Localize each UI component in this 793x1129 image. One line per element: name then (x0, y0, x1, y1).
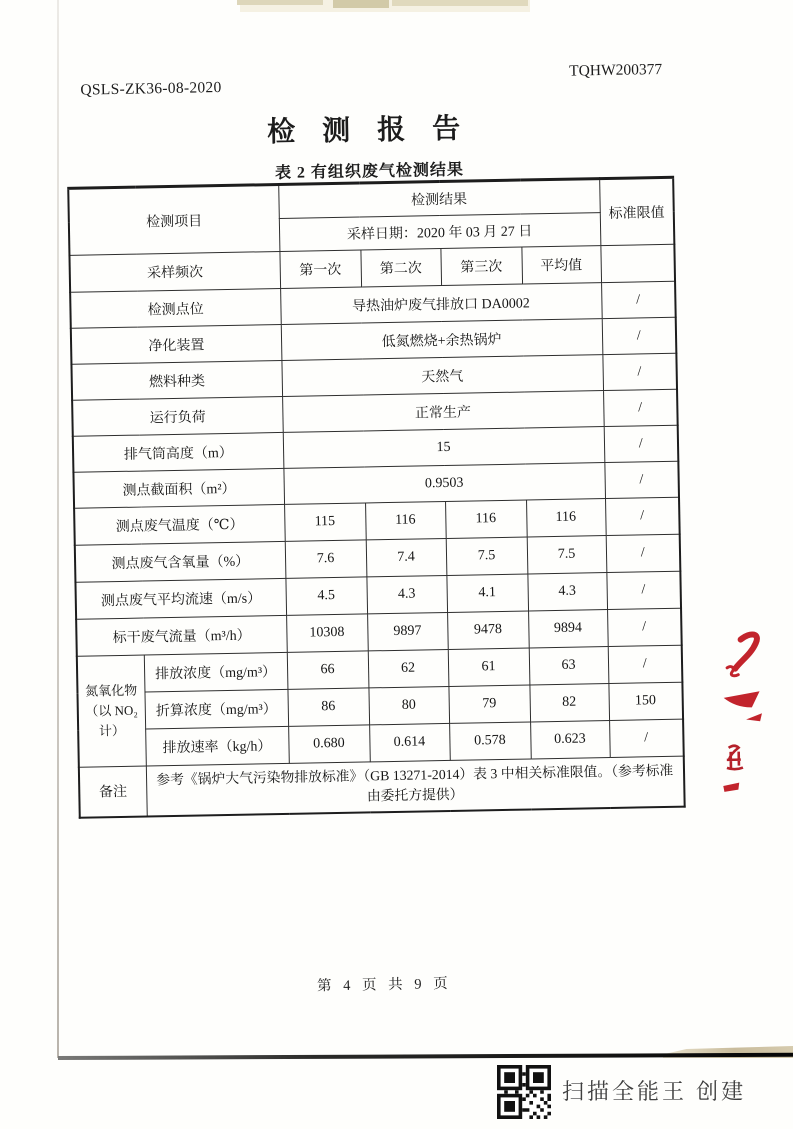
nox-group-label: 氮氧化物（以 NO₂ 计） (77, 655, 146, 767)
limit-cell: / (607, 608, 682, 646)
limit-cell: / (601, 281, 676, 318)
row-label: 燃料种类 (71, 360, 282, 400)
data-cell: 7.4 (366, 538, 447, 576)
red-stamp-fragment (710, 627, 783, 808)
remark-label: 备注 (79, 766, 147, 817)
data-cell: 4.1 (446, 574, 528, 612)
data-cell: 9897 (367, 612, 448, 650)
data-cell: 9894 (528, 610, 608, 648)
limit-cell: / (604, 461, 679, 498)
scanner-watermark-text: 扫描全能王 创建 (562, 1079, 747, 1104)
data-cell: 116 (365, 501, 446, 539)
data-cell: 116 (526, 499, 606, 537)
data-cell: 80 (368, 686, 449, 724)
document-code-right: TQHW200377 (569, 60, 663, 80)
limit-cell: / (602, 317, 677, 354)
data-cell: 61 (448, 648, 530, 686)
table-row (79, 756, 685, 817)
row-label: 排放浓度（mg/m³） (144, 652, 288, 692)
qr-code (497, 1065, 551, 1119)
row-label: 运行负荷 (72, 396, 283, 436)
row-label: 排放速率（kg/h） (145, 726, 289, 766)
limit-cell: / (603, 389, 678, 426)
header-result-col: 检测结果 (278, 179, 600, 219)
data-cell: 9478 (447, 611, 529, 649)
limit-cell: / (609, 719, 684, 757)
row-label: 采样频次 (69, 251, 280, 292)
header-item-col: 检测项目 (68, 184, 279, 255)
data-cell: 7.5 (446, 537, 528, 575)
row-label: 测点废气温度（℃） (74, 504, 285, 545)
data-cell: 0.623 (530, 721, 610, 759)
page-number: 第 4 页 共 9 页 (316, 975, 452, 995)
table-caption: 表 2 有组织废气检测结果 (274, 161, 465, 183)
row-label: 测点截面积（m²） (73, 468, 284, 508)
row-value: 导热油炉废气排放口 DA0002 (280, 283, 602, 325)
limit-cell (600, 244, 675, 282)
row-value: 正常生产 (282, 391, 604, 433)
row-label: 测点废气平均流速（m/s） (75, 578, 286, 619)
row-label: 检测点位 (70, 288, 281, 328)
row-label: 测点废气含氧量（%） (75, 541, 286, 582)
freq-col: 第一次 (279, 250, 361, 288)
row-label: 排气筒高度（m） (73, 432, 284, 472)
limit-cell: / (608, 645, 683, 683)
freq-col: 平均值 (521, 246, 601, 284)
data-cell: 115 (284, 503, 366, 541)
row-label: 折算浓度（mg/m³） (144, 689, 288, 729)
limit-cell: / (602, 353, 677, 390)
limit-cell: 150 (608, 682, 683, 720)
row-value: 15 (283, 427, 605, 469)
data-cell: 66 (287, 651, 369, 689)
results-table (67, 176, 685, 819)
header-limit-col: 标准限值 (599, 177, 674, 245)
data-cell: 4.3 (366, 575, 447, 613)
data-cell: 4.3 (527, 573, 607, 611)
row-value: 低氮燃烧+余热锅炉 (281, 319, 603, 361)
data-cell: 82 (529, 684, 609, 722)
row-label: 净化装置 (71, 324, 282, 364)
row-value: 天然气 (281, 355, 603, 397)
data-cell: 0.614 (369, 723, 450, 761)
data-cell: 63 (529, 647, 609, 685)
data-cell: 0.680 (288, 725, 370, 763)
page-title: 检 测 报 告 (266, 113, 471, 149)
data-cell: 62 (368, 649, 449, 687)
document-code-left: QSLS-ZK36-08-2020 (80, 79, 222, 99)
remark-text: 参考《锅炉大气污染物排放标准》（GB 13271-2014）表 3 中相关标准限值。（参考标准由委托方提供） (146, 756, 685, 816)
freq-col: 第二次 (360, 249, 441, 287)
data-cell: 10308 (286, 614, 368, 652)
row-value: 0.9503 (283, 463, 605, 505)
data-cell: 0.578 (449, 722, 531, 760)
data-cell: 7.6 (285, 540, 367, 578)
limit-cell: / (606, 534, 681, 572)
row-label: 标干废气流量（m³/h） (76, 615, 287, 656)
freq-col: 第三次 (440, 247, 522, 285)
limit-cell: / (606, 571, 681, 609)
data-cell: 4.5 (285, 577, 367, 615)
limit-cell: / (605, 497, 680, 535)
limit-cell: / (604, 425, 679, 462)
data-cell: 86 (287, 688, 369, 726)
data-cell: 79 (448, 685, 530, 723)
data-cell: 116 (445, 500, 527, 538)
data-cell: 7.5 (527, 536, 607, 574)
header-sample-date: 采样日期：2020 年 03 月 27 日 (279, 213, 601, 252)
